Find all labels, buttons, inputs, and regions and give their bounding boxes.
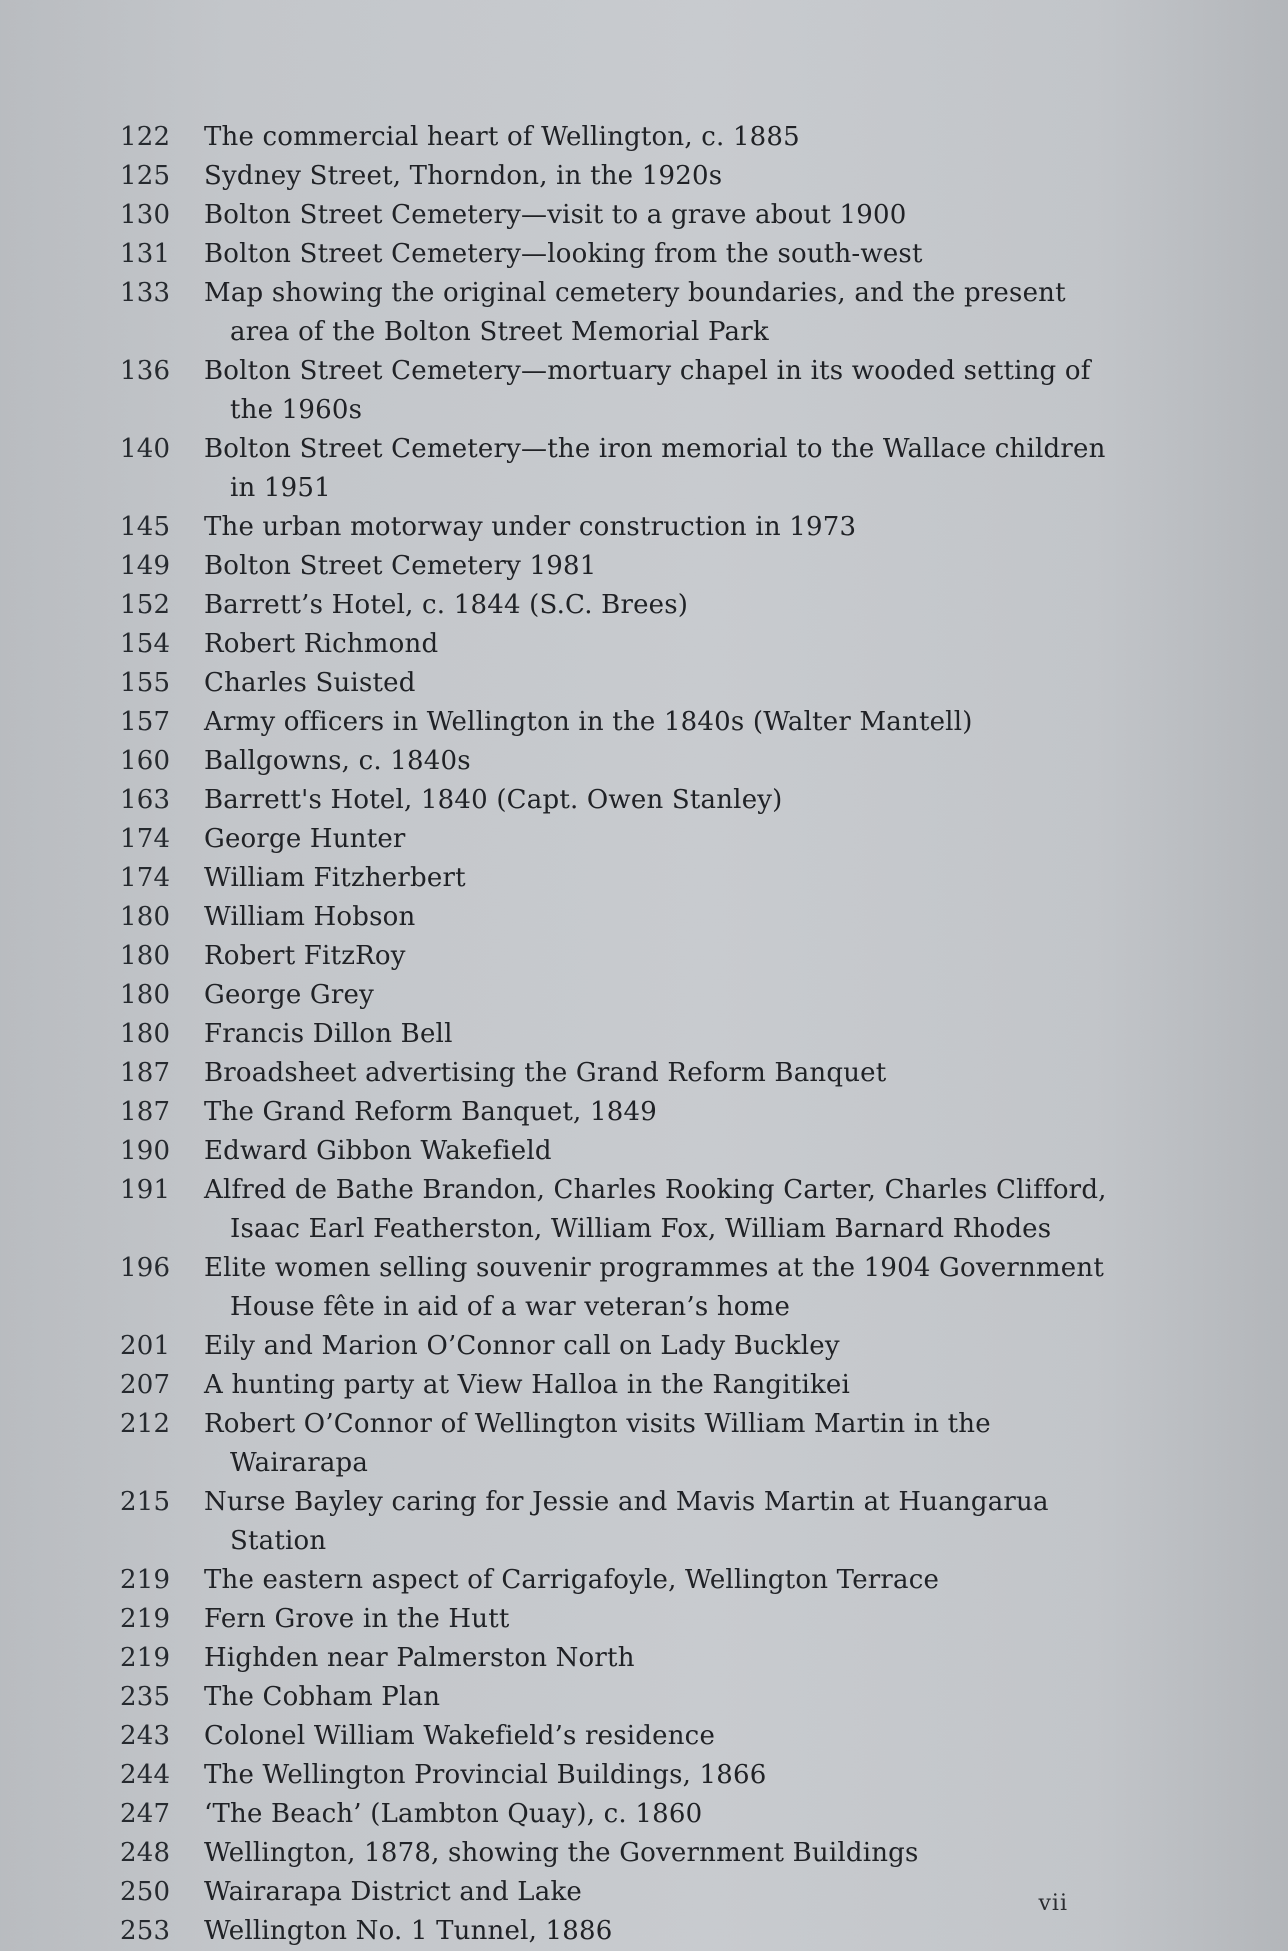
list-item [120, 1756, 1120, 1795]
page-reference: 196 [120, 1253, 171, 1283]
page-reference: 244 [120, 1760, 171, 1790]
page-reference: 174 [120, 863, 171, 893]
page-reference: 155 [120, 668, 171, 698]
list-item [120, 664, 1120, 703]
list-item [120, 1015, 1120, 1054]
page-reference: 201 [120, 1331, 171, 1361]
page-reference: 136 [120, 356, 171, 386]
list-item [120, 1912, 1120, 1951]
list-item [120, 352, 1120, 430]
page-reference: 187 [120, 1097, 171, 1127]
page-reference: 180 [120, 1019, 171, 1049]
illustration-caption: The Grand Reform Banquet, 1849 [204, 1097, 657, 1127]
list-item [120, 508, 1120, 547]
page-reference: 190 [120, 1136, 171, 1166]
page-reference: 154 [120, 629, 171, 659]
illustration-caption: Nurse Bayley caring for Jessie and Mavis Martin at Huangarua Station [204, 1487, 1049, 1556]
illustration-caption: George Hunter [204, 824, 406, 854]
list-item [120, 1717, 1120, 1756]
illustration-caption: The eastern aspect of Carrigafoyle, Wellington Terrace [204, 1565, 940, 1595]
page-reference: 191 [120, 1175, 171, 1205]
page-reference: 243 [120, 1721, 171, 1751]
illustration-caption: Francis Dillon Bell [204, 1019, 453, 1049]
list-item [120, 937, 1120, 976]
illustration-caption: George Grey [204, 980, 375, 1010]
page-reference: 180 [120, 902, 171, 932]
list-item [120, 1054, 1120, 1093]
page-reference: 207 [120, 1370, 171, 1400]
illustration-caption: Alfred de Bathe Brandon, Charles Rooking Carter, Charles Clifford, Isaac Earl Featherston, William Fox, William Barnard Rhodes [204, 1175, 1107, 1244]
list-item [120, 1132, 1120, 1171]
page-reference: 163 [120, 785, 171, 815]
list-item [120, 625, 1120, 664]
illustration-caption: Broadsheet advertising the Grand Reform Banquet [204, 1058, 887, 1088]
illustration-caption: Robert O’Connor of Wellington visits William Martin in the Wairarapa [204, 1409, 991, 1478]
list-item [120, 1093, 1120, 1132]
page-reference: 187 [120, 1058, 171, 1088]
page-reference: 212 [120, 1409, 171, 1439]
illustration-caption: The Cobham Plan [204, 1682, 441, 1712]
list-item [120, 703, 1120, 742]
list-item [120, 1795, 1120, 1834]
illustration-caption: Eily and Marion O’Connor call on Lady Buckley [204, 1331, 840, 1361]
page-reference: 247 [120, 1799, 171, 1829]
page-reference: 219 [120, 1604, 171, 1634]
illustration-caption: Bolton Street Cemetery—the iron memorial to the Wallace children in 1951 [204, 434, 1106, 503]
list-item [120, 430, 1120, 508]
page-reference: 131 [120, 239, 171, 269]
page-reference: 140 [120, 434, 171, 464]
page-reference: 219 [120, 1565, 171, 1595]
list-item [120, 1249, 1120, 1327]
illustration-caption: Robert FitzRoy [204, 941, 406, 971]
page-reference: 253 [120, 1916, 171, 1946]
page-number: vii [1038, 1891, 1068, 1916]
page-reference: 174 [120, 824, 171, 854]
illustration-caption: A hunting party at View Halloa in the Rangitikei [204, 1370, 851, 1400]
list-item [120, 547, 1120, 586]
list-item [120, 586, 1120, 625]
list-item [120, 1327, 1120, 1366]
illustration-caption: Elite women selling souvenir programmes at the 1904 Government House fête in aid of a war veteran’s home [204, 1253, 1104, 1322]
page-reference: 219 [120, 1643, 171, 1673]
list-item [120, 820, 1120, 859]
illustration-caption: Map showing the original cemetery boundaries, and the present area of the Bolton Street Memorial Park [204, 278, 1066, 347]
list-item [120, 1405, 1120, 1483]
list-item [120, 1561, 1120, 1600]
illustration-caption: The Wellington Provincial Buildings, 1866 [204, 1760, 767, 1790]
list-item [120, 196, 1120, 235]
illustration-caption: Charles Suisted [204, 668, 416, 698]
list-item [120, 1366, 1120, 1405]
page-reference: 180 [120, 941, 171, 971]
illustration-caption: Bolton Street Cemetery—visit to a grave about 1900 [204, 200, 907, 230]
illustration-caption: Barrett's Hotel, 1840 (Capt. Owen Stanley) [204, 785, 783, 815]
page-reference: 122 [120, 122, 171, 152]
illustration-caption: Bolton Street Cemetery—looking from the south-west [204, 239, 923, 269]
list-item [120, 1834, 1120, 1873]
page-reference: 235 [120, 1682, 171, 1712]
list-item [120, 1600, 1120, 1639]
illustration-caption: Edward Gibbon Wakefield [204, 1136, 552, 1166]
illustration-caption: Wairarapa District and Lake [204, 1877, 582, 1907]
illustration-caption: Wellington No. 1 Tunnel, 1886 [204, 1916, 613, 1946]
illustration-caption: Sydney Street, Thorndon, in the 1920s [204, 161, 723, 191]
illustration-caption: Wellington, 1878, showing the Government Buildings [204, 1838, 919, 1868]
list-item [120, 976, 1120, 1015]
illustration-caption: Army officers in Wellington in the 1840s (Walter Mantell) [204, 707, 973, 737]
page-reference: 152 [120, 590, 171, 620]
list-item [120, 118, 1120, 157]
illustration-caption: Highden near Palmerston North [204, 1643, 635, 1673]
illustration-caption: Colonel William Wakefield’s residence [204, 1721, 716, 1751]
page-reference: 125 [120, 161, 171, 191]
illustration-caption: William Hobson [204, 902, 416, 932]
illustration-caption: The commercial heart of Wellington, c. 1885 [204, 122, 800, 152]
list-item [120, 859, 1120, 898]
illustration-caption: Ballgowns, c. 1840s [204, 746, 471, 776]
list-item [120, 1171, 1120, 1249]
page-reference: 248 [120, 1838, 171, 1868]
list-item [120, 1639, 1120, 1678]
list-of-illustrations [120, 118, 1120, 1951]
page-reference: 250 [120, 1877, 171, 1907]
list-item [120, 1873, 1120, 1912]
page-reference: 157 [120, 707, 171, 737]
page-reference: 145 [120, 512, 171, 542]
page-reference: 160 [120, 746, 171, 776]
page-reference: 180 [120, 980, 171, 1010]
illustration-caption: Bolton Street Cemetery—mortuary chapel in its wooded setting of the 1960s [204, 356, 1091, 425]
page-reference: 149 [120, 551, 171, 581]
list-item [120, 781, 1120, 820]
list-item [120, 1678, 1120, 1717]
list-item [120, 898, 1120, 937]
list-item [120, 1483, 1120, 1561]
illustration-caption: William Fitzherbert [204, 863, 466, 893]
page-reference: 133 [120, 278, 171, 308]
list-item [120, 742, 1120, 781]
illustration-caption: Barrett’s Hotel, c. 1844 (S.C. Brees) [204, 590, 689, 620]
page-reference: 215 [120, 1487, 171, 1517]
illustration-caption: ‘The Beach’ (Lambton Quay), c. 1860 [204, 1799, 703, 1829]
list-item [120, 157, 1120, 196]
list-item [120, 235, 1120, 274]
illustration-caption: Fern Grove in the Hutt [204, 1604, 510, 1634]
page-reference: 130 [120, 200, 171, 230]
illustration-caption: The urban motorway under construction in 1973 [204, 512, 857, 542]
list-item [120, 274, 1120, 352]
illustration-caption: Bolton Street Cemetery 1981 [204, 551, 597, 581]
illustration-caption: Robert Richmond [204, 629, 439, 659]
